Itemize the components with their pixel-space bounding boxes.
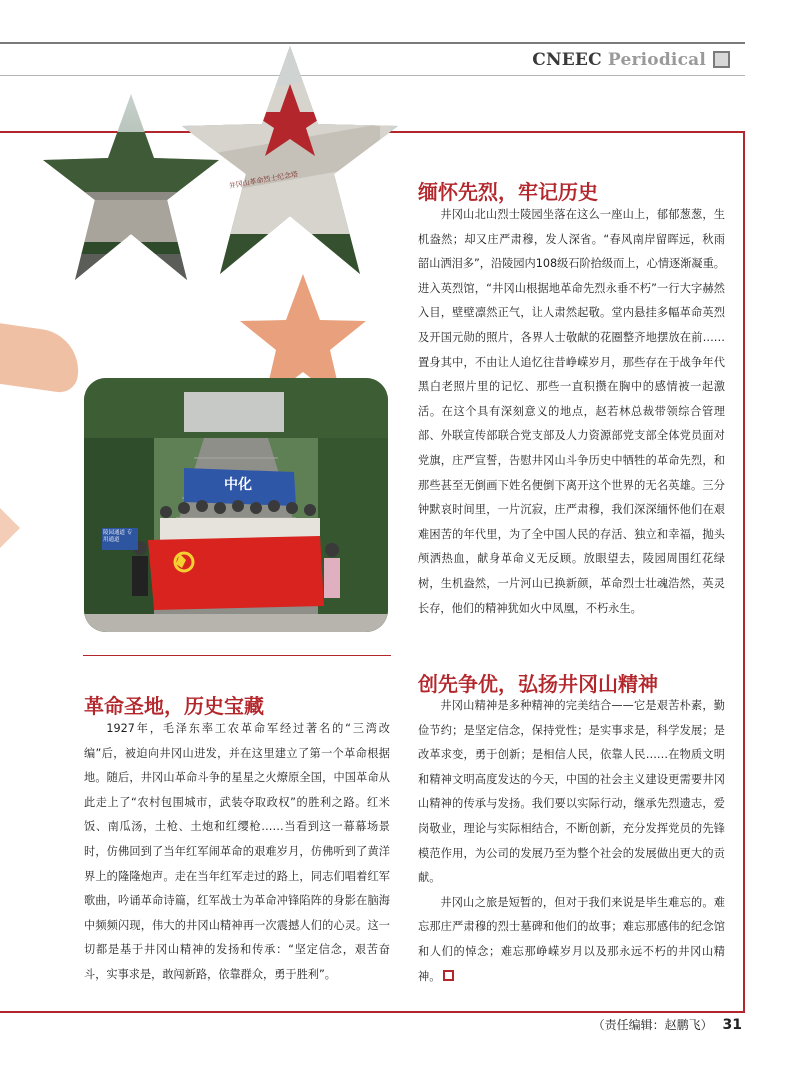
section-body-remember-history	[418, 203, 725, 621]
sign-text: 陵园通道 专用通道	[103, 530, 133, 543]
decorative-peach-shape	[0, 316, 83, 395]
brand-sub: Periodical	[607, 50, 706, 70]
decorative-peach-triangle	[0, 498, 20, 558]
page-footer	[593, 1016, 742, 1033]
periodical-brand	[532, 50, 706, 70]
brand-square-icon	[713, 51, 730, 68]
end-mark-icon	[443, 970, 454, 981]
section-title-revolutionary-site: 革命圣地，历史宝藏	[84, 694, 264, 718]
brand-main: CNEEC	[532, 50, 602, 70]
frame-bottom-line	[0, 1011, 745, 1013]
monument-inscription: 井冈山革命烈士纪念塔	[228, 170, 299, 191]
section-title-jinggangshan-spirit: 创先争优，弘扬井冈山精神	[418, 672, 658, 696]
paragraph: 1927年，毛泽东率工农革命军经过著名的“三湾改编”后，被迫向井冈山进发，并在这里建立了第一个革命根据地。随后，井冈山革命斗争的星星之火燎原全国，中国革命从此走上了“农村包围城市，武装夺取政权”的胜利之路。红米饭、南瓜汤，土枪、土炮和红缨枪……当看到这一幕幕场景时，仿佛回到了当年红军闹革命的艰难岁月，仿佛听到了黄洋界上的隆隆炮声。走在当年红军走过的路上，同志们唱着红军歌曲，吟诵革命诗篇，红军战士为革命冲锋陷阵的身影在脑海中频频闪现，伟大的井冈山精神再一次震撼人们的心灵。这一切都是基于井冈山精神的发扬和传承：“坚定信念，艰苦奋斗，实事求是，敢闯新路，依靠群众，勇于胜利”。	[84, 722, 390, 981]
section-divider	[83, 655, 391, 656]
paragraph: 井冈山北山烈士陵园坐落在这么一座山上，郁郁葱葱，生机盎然；却又庄严肃穆，发人深省。“春风南岸留晖远，秋雨韶山洒泪多”，沿陵园内108级石阶拾级而上，心情逐渐凝重。进入英烈馆，“井冈山根据地革命先烈永垂不朽”一行大字赫然入目，壁壁凛然正气，让人肃然起敬。堂内悬挂多幅革命英烈及开国元勋的照片，各界人士敬献的花圈整齐地摆放在前……置身其中，不由让人追忆往昔峥嵘岁月，那些存在于战争年代黑白老照片里的记忆、那些一直积攒在胸中的感情被一起激活。在这个具有深刻意义的地点，赵若林总裁带领综合管理部、外联宣传部联合党支部及人力资源部党支部全体党员面对党旗，庄严宣誓，告慰井冈山斗争历史中牺牲的革命先烈，和那些甚至无倒画下姓名便倒下离开这个世界的无名英雄。三分钟默哀时间里，一片沉寂，庄严肃穆，我们深深缅怀他们在艰难困苦的年代里，为了全中国人民的存活、独立和幸福，抛头颅洒热血，献身革命义无反顾。放眼望去，陵园周围红花绿树，生机盎然，一片河山已换新颜，革命烈士壮魂浩然，英灵长存，他们的精神犹如火中凤凰，不朽永生。	[418, 208, 725, 615]
section-body-jinggangshan-spirit	[418, 694, 725, 989]
section-body-revolutionary-site	[84, 717, 390, 988]
star-photo-monument	[180, 44, 400, 276]
paragraph-text: 井冈山之旅是短暂的，但对于我们来说是毕生难忘的。难忘那庄严肃穆的烈士墓碑和他们的故事；难忘那感伟的纪念馆和人们的悼念；难忘那峥嵘岁月以及那永远不朽的井冈山精神。	[418, 895, 725, 983]
group-photo	[84, 378, 388, 632]
page-number: 31	[722, 1017, 742, 1033]
paragraph: 井冈山精神是多种精神的完美结合——它是艰苦朴素，勤俭节约；是坚定信念，保持党性；是实事求是，科学发展；是改革求变，勇于创新；是相信人民，依靠人民……在物质文明和精神文明高度发达的今天，中国的社会主义建设更需要井冈山精神的传承与发扬。我们要以实际行动，继承先烈遗志，爱岗敬业，理论与实际相结合，不断创新，充分发挥党员的先锋模范作用，为公司的发展乃至为整个社会的发展做出更大的贡献。	[418, 699, 725, 885]
frame-right-line	[743, 131, 745, 1013]
section-title-remember-history: 缅怀先烈，牢记历史	[418, 180, 598, 204]
paragraph-last	[418, 891, 725, 989]
editor-credit: （责任编辑：赵鹏飞）	[592, 1018, 713, 1032]
flag-text: 中化	[224, 477, 252, 493]
